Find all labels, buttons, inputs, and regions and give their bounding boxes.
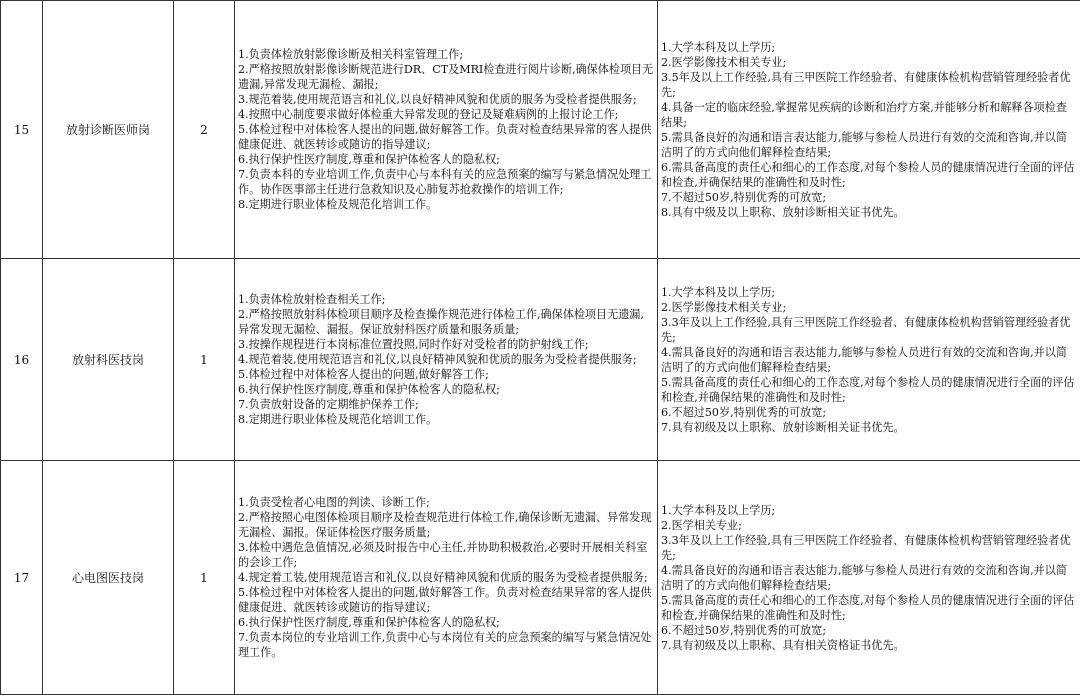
duty-item: 7.负责放射设备的定期维护保养工作; xyxy=(238,397,654,412)
duty-item: 3.规范着装,使用规范语言和礼仪,以良好精神风貌和优质的服务为受检者提供服务; xyxy=(238,92,654,107)
duties-list xyxy=(235,292,657,427)
duty-item: 2.严格按照放射科体检项目顺序及检查操作规范进行体检工作,确保体检项目无遗漏,异常发现无漏检、漏报。保证放射科医疗质量和服务质量; xyxy=(238,307,654,337)
duty-item: 1.负责体检放射检查相关工作; xyxy=(238,292,654,307)
requirement-item: 5.需具备高度的责任心和细心的工作态度,对每个参检人员的健康情况进行全面的评估和检查,并确保结果的准确性和及时性; xyxy=(661,593,1077,623)
job-duties-cell xyxy=(235,259,658,461)
requirements-list xyxy=(658,503,1080,653)
duty-item: 6.执行保护性医疗制度,尊重和保护体检客人的隐私权; xyxy=(238,382,654,397)
duty-item: 7.负责本岗位的专业培训工作,负责中心与本岗位有关的应急预案的编写与紧急情况处理工作。 xyxy=(238,630,654,660)
headcount: 1 xyxy=(174,461,235,695)
position-name: 放射科医技岗 xyxy=(43,259,174,461)
requirement-item: 1.大学本科及以上学历; xyxy=(661,40,1077,55)
requirement-item: 6.不超过50岁,特别优秀的可放宽; xyxy=(661,405,1077,420)
duty-item: 5.体检过程中对体检客人提出的问题,做好解答工作。负责对检查结果异常的客人提供健康促进、就医转诊或随访的指导建议; xyxy=(238,122,654,152)
duty-item: 4.规定着工装,使用规范语言和礼仪,以良好精神风貌和优质的服务为受检者提供服务; xyxy=(238,570,654,585)
row-number: 17 xyxy=(1,461,43,695)
duties-list xyxy=(235,495,657,660)
duty-item: 2.严格按照心电图体检项目顺序及检查规范进行体检工作,确保诊断无遗漏、异常发现无漏检、漏报。保证体检医疗服务质量; xyxy=(238,510,654,540)
requirement-item: 1.大学本科及以上学历; xyxy=(661,503,1077,518)
duty-item: 5.体检过程中对体检客人提出的问题,做好解答工作; xyxy=(238,367,654,382)
job-requirements-cell xyxy=(658,1,1080,259)
requirement-item: 3.3年及以上工作经验,具有三甲医院工作经验者、有健康体检机构营销管理经验者优先; xyxy=(661,315,1077,345)
row-number: 16 xyxy=(1,259,43,461)
requirements-list xyxy=(658,285,1080,435)
requirements-list xyxy=(658,40,1080,220)
duty-item: 2.严格按照放射影像诊断规范进行DR、CT及MRI检查进行阅片诊断,确保体检项目无遗漏,异常发现无漏检、漏报; xyxy=(238,62,654,92)
duty-item: 4.规范着装,使用规范语言和礼仪,以良好精神风貌和优质的服务为受检者提供服务; xyxy=(238,352,654,367)
position-name: 放射诊断医师岗 xyxy=(43,1,174,259)
duties-list xyxy=(235,47,657,212)
job-duties-cell xyxy=(235,461,658,695)
duty-item: 4.按照中心制度要求做好体检重大异常发现的登记及疑难病例的上报讨论工作; xyxy=(238,107,654,122)
duty-item: 6.执行保护性医疗制度,尊重和保护体检客人的隐私权; xyxy=(238,152,654,167)
requirement-item: 3.3年及以上工作经验,具有三甲医院工作经验者、有健康体检机构营销管理经验者优先; xyxy=(661,533,1077,563)
duty-item: 8.定期进行职业体检及规范化培训工作。 xyxy=(238,412,654,427)
duty-item: 3.按操作规程进行本岗标准位置投照,同时作好对受检者的防护射线工作; xyxy=(238,337,654,352)
requirement-item: 4.具备一定的临床经验,掌握常见疾病的诊断和治疗方案,并能够分析和解释各项检查结果; xyxy=(661,100,1077,130)
requirement-item: 7.具有初级及以上职称、具有相关资格证书优先。 xyxy=(661,638,1077,653)
duty-item: 1.负责体检放射影像诊断及相关科室管理工作; xyxy=(238,47,654,62)
headcount: 1 xyxy=(174,259,235,461)
requirement-item: 4.需具备良好的沟通和语言表达能力,能够与参检人员进行有效的交流和咨询,并以简洁明了的方式向他们解释检查结果; xyxy=(661,563,1077,593)
table-row xyxy=(1,1,1080,259)
position-name: 心电图医技岗 xyxy=(43,461,174,695)
requirement-item: 2.医学影像技术相关专业; xyxy=(661,55,1077,70)
duty-item: 5.体检过程中对体检客人提出的问题,做好解答工作。负责对检查结果异常的客人提供健康促进、就医转诊或随访的指导建议; xyxy=(238,585,654,615)
requirement-item: 7.不超过50岁,特别优秀的可放宽; xyxy=(661,190,1077,205)
requirement-item: 6.不超过50岁,特别优秀的可放宽; xyxy=(661,623,1077,638)
table-row xyxy=(1,461,1080,695)
job-requirements-cell xyxy=(658,259,1080,461)
requirement-item: 2.医学相关专业; xyxy=(661,518,1077,533)
requirement-item: 5.需具备良好的沟通和语言表达能力,能够与参检人员进行有效的交流和咨询,并以简洁明了的方式向他们解释检查结果; xyxy=(661,130,1077,160)
row-number: 15 xyxy=(1,1,43,259)
job-duties-cell xyxy=(235,1,658,259)
duty-item: 8.定期进行职业体检及规范化培训工作。 xyxy=(238,197,654,212)
requirement-item: 5.需具备高度的责任心和细心的工作态度,对每个参检人员的健康情况进行全面的评估和检查,并确保结果的准确性和及时性; xyxy=(661,375,1077,405)
requirement-item: 1.大学本科及以上学历; xyxy=(661,285,1077,300)
duty-item: 3.体检中遇危急值情况,必须及时报告中心主任,并协助积极救治,必要时开展相关科室的会诊工作; xyxy=(238,540,654,570)
table-row xyxy=(1,259,1080,461)
requirement-item: 6.需具备高度的责任心和细心的工作态度,对每个参检人员的健康情况进行全面的评估和检查,并确保结果的准确性和及时性; xyxy=(661,160,1077,190)
duty-item: 1.负责受检者心电图的判读、诊断工作; xyxy=(238,495,654,510)
duty-item: 6.执行保护性医疗制度,尊重和保护体检客人的隐私权; xyxy=(238,615,654,630)
requirement-item: 4.需具备良好的沟通和语言表达能力,能够与参检人员进行有效的交流和咨询,并以简洁明了的方式向他们解释检查结果; xyxy=(661,345,1077,375)
duty-item: 7.负责本科的专业培训工作,负责中心与本科有关的应急预案的编写与紧急情况处理工作。协作医事部主任进行急救知识及心肺复苏抢救操作的培训工作; xyxy=(238,167,654,197)
requirement-item: 7.具有初级及以上职称、放射诊断相关证书优先。 xyxy=(661,420,1077,435)
job-requirements-cell xyxy=(658,461,1080,695)
headcount: 2 xyxy=(174,1,235,259)
requirement-item: 3.5年及以上工作经验,具有三甲医院工作经验者、有健康体检机构营销管理经验者优先; xyxy=(661,70,1077,100)
requirement-item: 8.具有中级及以上职称、放射诊断相关证书优先。 xyxy=(661,205,1077,220)
requirement-item: 2.医学影像技术相关专业; xyxy=(661,300,1077,315)
